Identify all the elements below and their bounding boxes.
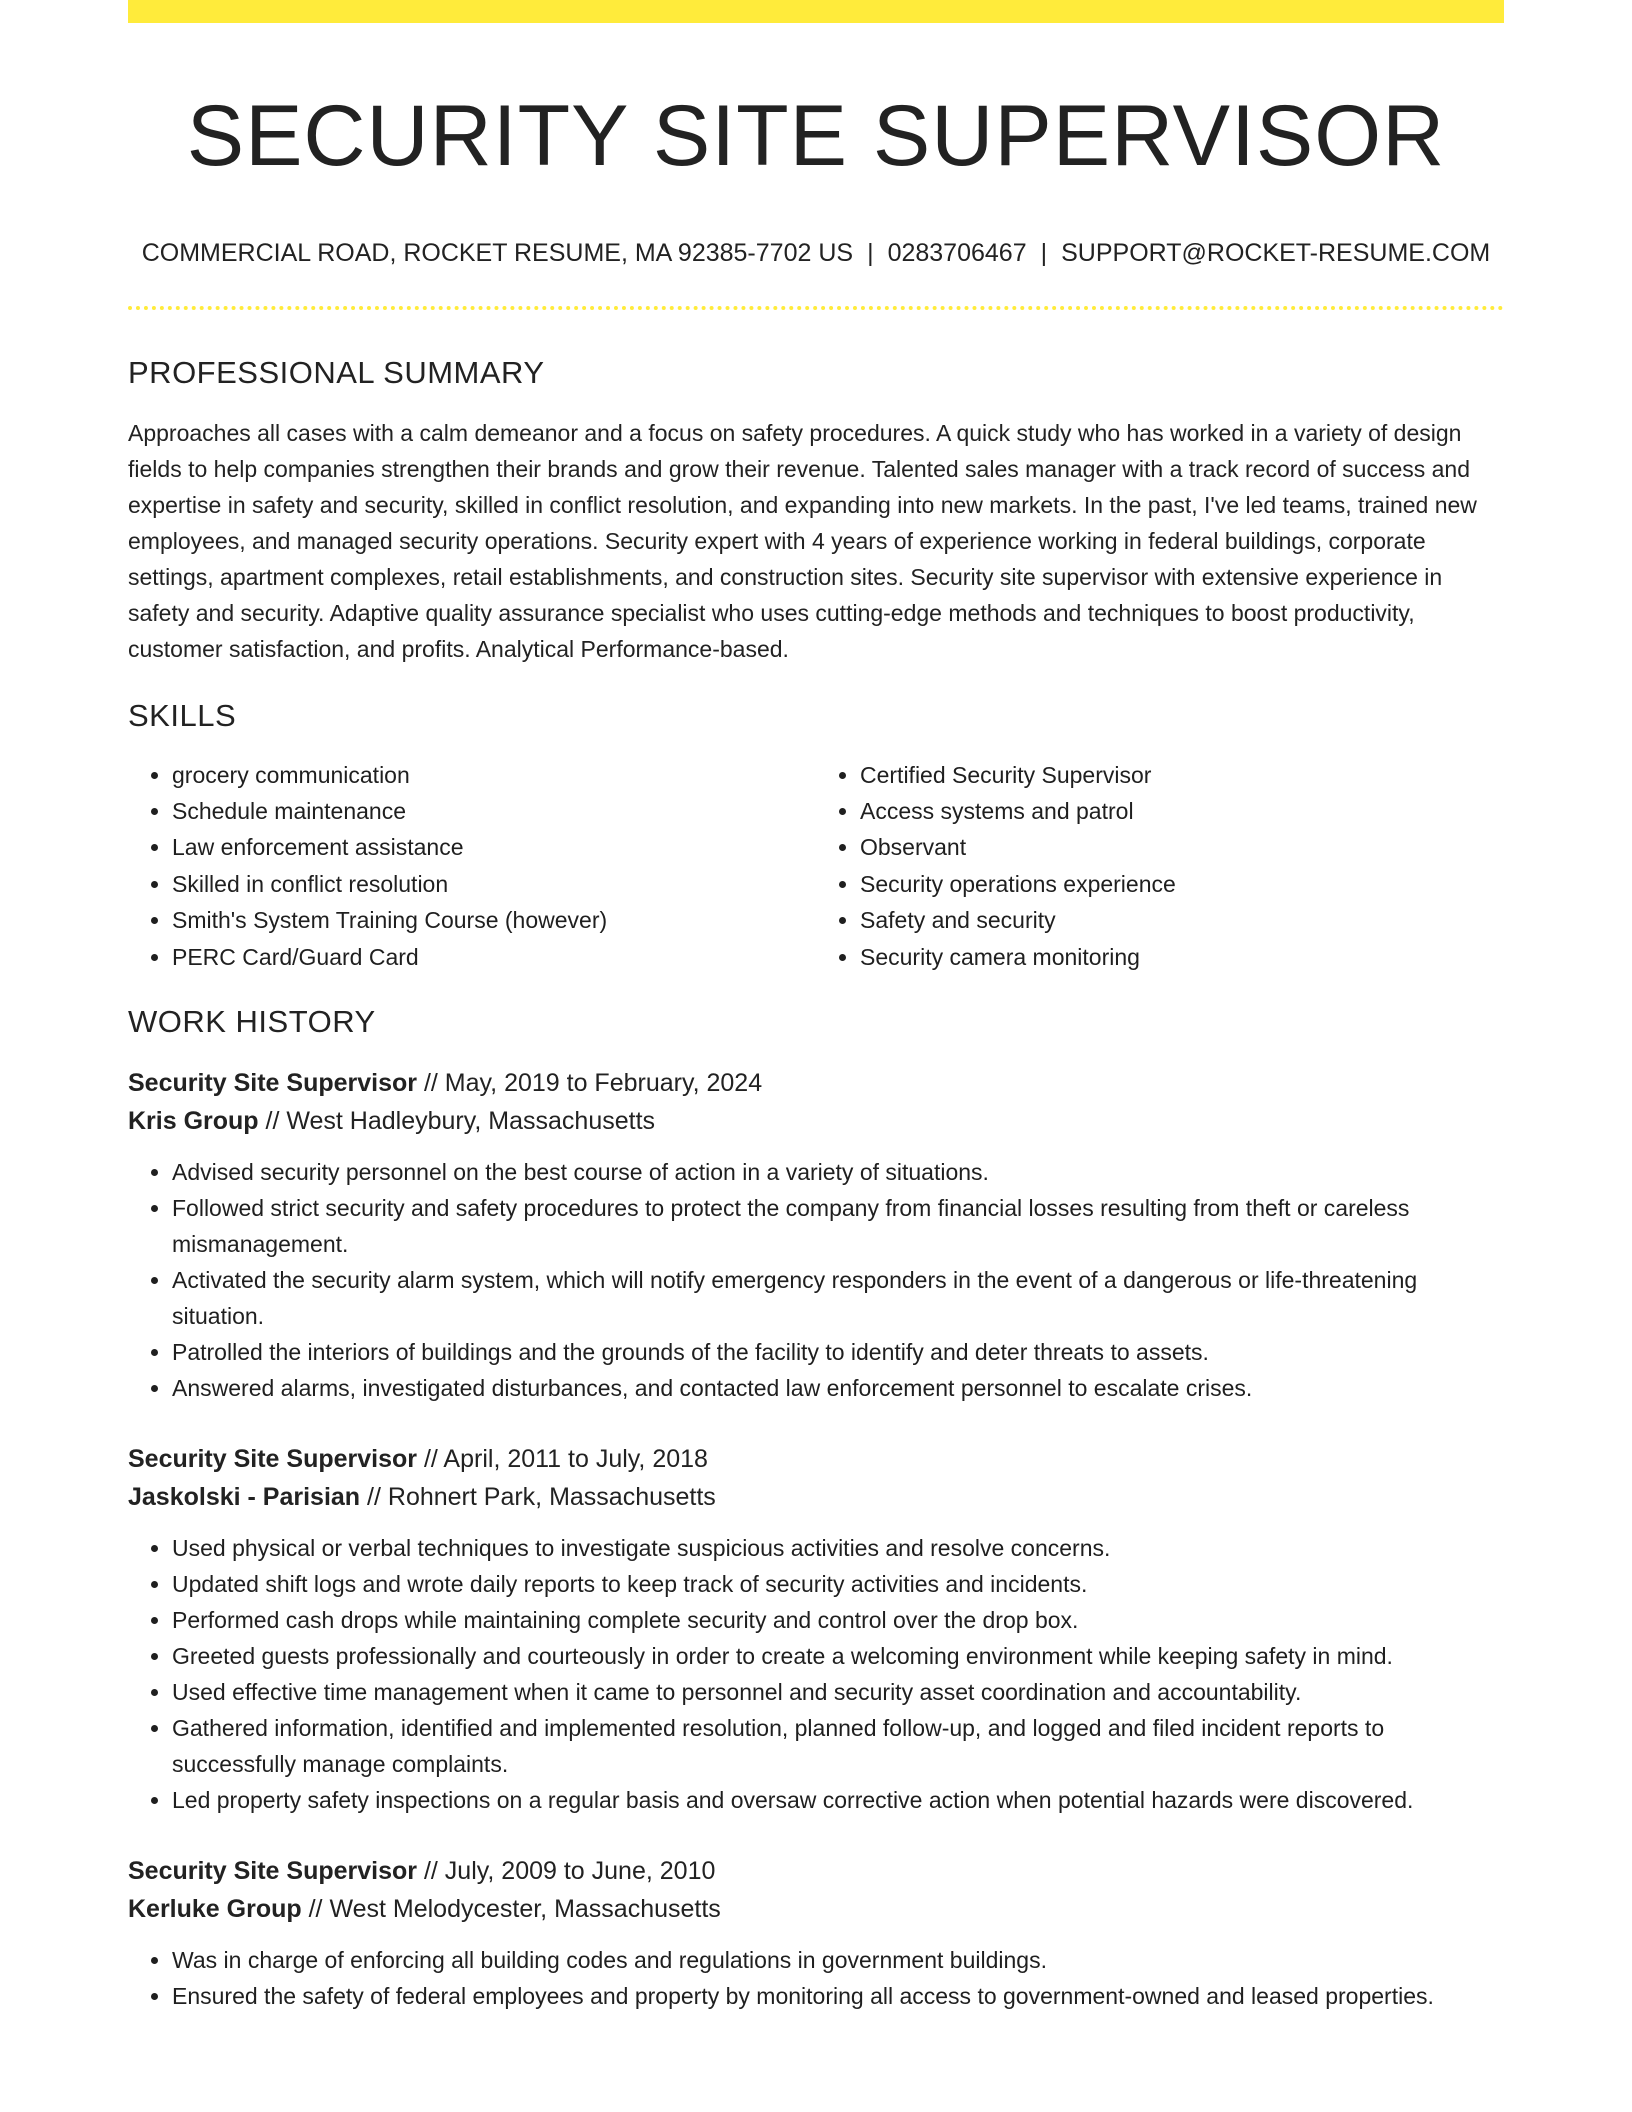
accent-top-bar	[128, 0, 1504, 23]
job-company-line	[128, 1478, 1504, 1516]
skills-heading: SKILLS	[128, 698, 237, 734]
job-company: Kerluke Group	[128, 1895, 302, 1924]
job-bullets	[128, 1530, 1504, 1818]
job-bullet: • Activated the security alarm system, which will notify emergency responders in the event of a dangerous or life-threatening situation.	[172, 1262, 1504, 1334]
job-bullet: • Patrolled the interiors of buildings and the grounds of the facility to identify and deter threats to assets.	[172, 1334, 1504, 1370]
job-dates: // April, 2011 to July, 2018	[423, 1445, 708, 1474]
skill-item: • Access systems and patrol	[860, 793, 1504, 829]
job-bullet: • Ensured the safety of federal employees and property by monitoring all access to government-owned and leased properties.	[172, 1978, 1504, 2014]
job-company: Kris Group	[128, 1107, 259, 1136]
skill-item: • Security camera monitoring	[860, 939, 1504, 975]
summary-heading: PROFESSIONAL SUMMARY	[128, 355, 545, 391]
skill-item: • grocery communication	[172, 757, 816, 793]
summary-text: Approaches all cases with a calm demeanor and a focus on safety procedures. A quick study who has worked in a variety of design fields to help companies strengthen their brands and grow their revenue. Talented sales manager with a track record of success and expertise in safety and security, skilled in conflict resolution, and expanding into new markets. In the past, I've led teams, trained new employees, and managed security operations. Security expert with 4 years of experience working in federal buildings, corporate settings, apartment complexes, retail establishments, and construction sites. Security site supervisor with extensive experience in safety and security. Adaptive quality assurance specialist who uses cutting-edge methods and techniques to boost productivity, customer satisfaction, and profits. Analytical Performance-based.	[128, 420, 1477, 663]
job-bullet: • Used effective time management when it came to personnel and security asset coordination and accountability.	[172, 1674, 1504, 1710]
skills-list-right	[816, 757, 1504, 975]
job-bullet: • Performed cash drops while maintaining complete security and control over the drop box.	[172, 1602, 1504, 1638]
job-company-line	[128, 1890, 1504, 1928]
job-title: Security Site Supervisor	[128, 1445, 418, 1474]
job-entry	[128, 1064, 1504, 1406]
job-bullet: • Advised security personnel on the best course of action in a variety of situations.	[172, 1154, 1504, 1190]
job-bullet: • Led property safety inspections on a regular basis and oversaw corrective action when potential hazards were discovered.	[172, 1782, 1504, 1818]
resume-page	[128, 0, 1504, 2014]
skill-item: • PERC Card/Guard Card	[172, 939, 816, 975]
job-dates: // May, 2019 to February, 2024	[423, 1069, 763, 1098]
work-history-heading: WORK HISTORY	[128, 1004, 376, 1039]
job-bullets	[128, 1154, 1504, 1406]
job-title-line	[128, 1852, 1504, 1890]
skills-columns	[128, 757, 1504, 975]
job-bullet: • Was in charge of enforcing all building codes and regulations in government buildings.	[172, 1942, 1504, 1978]
job-title: Security Site Supervisor	[128, 1857, 418, 1886]
job-bullet: • Greeted guests professionally and courteously in order to create a welcoming environment while keeping safety in mind.	[172, 1638, 1504, 1674]
job-title-line	[128, 1440, 1504, 1478]
contact-address: COMMERCIAL ROAD, ROCKET RESUME, MA 92385-7702 US	[141, 239, 854, 268]
skill-item: • Law enforcement assistance	[172, 829, 816, 865]
job-location: // West Melodycester, Massachusetts	[308, 1895, 721, 1924]
job-title: Security Site Supervisor	[128, 1069, 418, 1098]
skill-item: • Safety and security	[860, 902, 1504, 938]
contact-phone: 0283706467	[887, 239, 1027, 268]
job-entry	[128, 1440, 1504, 1818]
job-dates: // July, 2009 to June, 2010	[423, 1857, 716, 1886]
skills-list-left	[128, 757, 816, 975]
job-entry	[128, 1852, 1504, 2014]
job-location: // Rohnert Park, Massachusetts	[367, 1483, 716, 1512]
job-bullet: • Gathered information, identified and implemented resolution, planned follow-up, and logged and filed incident reports to successfully manage complaints.	[172, 1710, 1504, 1782]
job-company-line	[128, 1102, 1504, 1140]
job-company: Jaskolski - Parisian	[128, 1483, 361, 1512]
job-bullet: • Answered alarms, investigated disturbances, and contacted law enforcement personnel to escalate crises.	[172, 1370, 1504, 1406]
contact-line	[128, 238, 1504, 268]
job-bullet: • Followed strict security and safety procedures to protect the company from financial losses resulting from theft or careless mismanagement.	[172, 1190, 1504, 1262]
skill-item: • Certified Security Supervisor	[860, 757, 1504, 793]
contact-email: SUPPORT@ROCKET-RESUME.COM	[1061, 239, 1491, 268]
job-bullets	[128, 1942, 1504, 2014]
skill-item: • Security operations experience	[860, 866, 1504, 902]
job-location: // West Hadleybury, Massachusetts	[265, 1107, 656, 1136]
candidate-name: SECURITY SITE SUPERVISOR	[186, 88, 1446, 184]
job-bullet: • Updated shift logs and wrote daily reports to keep track of security activities and incidents.	[172, 1566, 1504, 1602]
skill-item: • Skilled in conflict resolution	[172, 866, 816, 902]
skill-item: • Schedule maintenance	[172, 793, 816, 829]
dotted-divider	[128, 306, 1504, 310]
contact-separator: |	[1040, 239, 1048, 268]
skill-item: • Smith's System Training Course (however)	[172, 902, 816, 938]
contact-separator: |	[867, 239, 874, 268]
job-bullet: • Used physical or verbal techniques to investigate suspicious activities and resolve concerns.	[172, 1530, 1504, 1566]
job-title-line	[128, 1064, 1504, 1102]
skill-item: • Observant	[860, 829, 1504, 865]
